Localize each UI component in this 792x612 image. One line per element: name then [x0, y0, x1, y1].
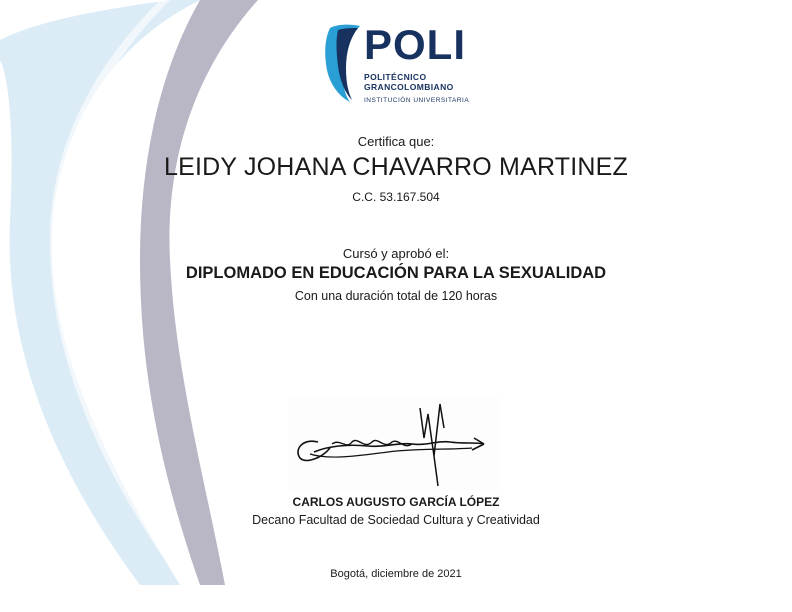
- logo-institution-name: POLITÉCNICO GRANCOLOMBIANO: [364, 72, 454, 92]
- place-and-date: Bogotá, diciembre de 2021: [330, 568, 462, 580]
- poli-emblem-icon: [320, 22, 364, 104]
- poli-logo: [320, 18, 480, 110]
- recipient-id: C.C. 53.167.504: [352, 190, 440, 204]
- certifies-label: Certifica que:: [357, 134, 435, 149]
- signature-image: [288, 398, 500, 490]
- program-duration: Con una duración total de 120 horas: [294, 289, 498, 303]
- logo-institution-type: INSTITUCIÓN UNIVERSITARIA: [364, 97, 470, 104]
- signer-role: Decano Facultad de Sociedad Cultura y Creatividad: [252, 513, 540, 527]
- recipient-name: LEIDY JOHANA CHAVARRO MARTINEZ: [164, 153, 628, 181]
- signer-name: CARLOS AUGUSTO GARCÍA LÓPEZ: [292, 495, 500, 509]
- program-title: DIPLOMADO EN EDUCACIÓN PARA LA SEXUALIDAD: [185, 264, 607, 282]
- completed-label: Cursó y aprobó el:: [342, 246, 450, 261]
- logo-wordmark: POLI: [364, 21, 467, 68]
- handwritten-signature: [288, 398, 500, 490]
